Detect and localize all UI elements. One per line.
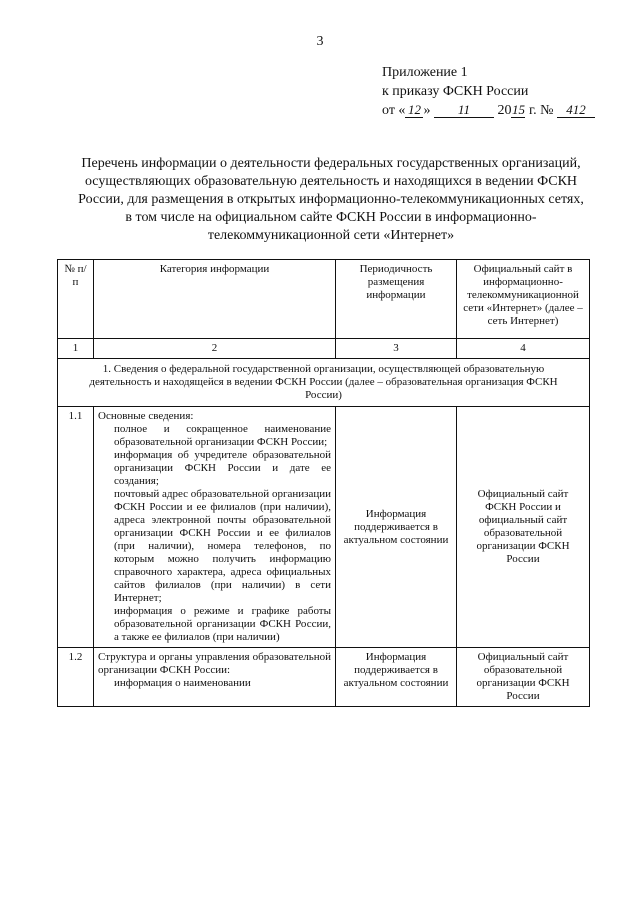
date-year-suffix: 15 [511, 102, 525, 117]
row-number: 1.1 [58, 407, 94, 648]
row-category [94, 407, 336, 648]
date-prefix: от « [382, 103, 406, 118]
header-website: Официальный сайт в информационно-телекоммуникационной сети «Интернет» (далее – сеть Интернет) [457, 260, 590, 339]
annex-title: Приложение 1 [382, 65, 468, 80]
row-item: информация о наименовании [114, 677, 251, 689]
page-number: 3 [316, 34, 324, 49]
column-number: 3 [336, 339, 457, 359]
row-periodicity: Информация поддерживается в актуальном состоянии [336, 407, 457, 648]
order-number: 412 [557, 102, 595, 118]
date-day: 12 [405, 102, 423, 118]
annex-date-line [382, 101, 595, 120]
date-month: 11 [434, 102, 494, 118]
column-number: 4 [457, 339, 590, 359]
table-row [58, 407, 590, 648]
column-number-row [58, 339, 590, 359]
column-number: 2 [94, 339, 336, 359]
information-table [57, 259, 590, 707]
annex-block [382, 63, 595, 120]
annex-order-ref: к приказу ФСКН России [382, 84, 529, 99]
date-mid: » [423, 103, 431, 118]
section-heading: 1. Сведения о федеральной государственной организации, осуществляющей образовательную деятельность и находящейся в ведении ФСКН России (далее – образовательная организация ФСКН России) [58, 359, 590, 407]
table-row [58, 648, 590, 707]
row-item: информация об учредителе образовательной организации ФСКН России и дате ее создания; [114, 449, 331, 487]
row-number: 1.2 [58, 648, 94, 707]
document-title: Перечень информации о деятельности федеральных государственных организаций, осуществляющих образовательную деятельность и находящихся в ведении ФСКН России, для размещения в открытых информационно-телекоммуникационных сетях, в том числе на официальном сайте ФСКН России в информационно-телекоммуникационной сети «Интернет» [78, 156, 584, 243]
row-periodicity: Информация поддерживается в актуальном состоянии [336, 648, 457, 707]
column-number: 1 [58, 339, 94, 359]
row-website: Официальный сайт образовательной организации ФСКН России [457, 648, 590, 707]
section-row [58, 359, 590, 407]
row-item: информация о режиме и графике работы образовательной организации ФСКН России, а также ее филиалов (при наличии) [114, 605, 331, 643]
header-category: Категория информации [94, 260, 336, 339]
row-heading: Основные сведения: [98, 410, 194, 422]
row-category [94, 648, 336, 707]
row-heading: Структура и органы управления образовательной организации ФСКН России: [98, 651, 331, 676]
header-periodicity: Периодичность размещения информации [336, 260, 457, 339]
date-year-prefix: 20 [497, 103, 512, 118]
row-item: почтовый адрес образовательной организации ФСКН России и ее филиалов (при наличии), адреса электронной почты образовательной организации ФСКН России и ее филиалов (при наличии), номера телефонов, по которым можно получить информацию справочного характера, адреса официальных сайтов филиалов (при наличии) в сети Интернет; [114, 488, 331, 604]
header-num: № п/п [58, 260, 94, 339]
row-website: Официальный сайт ФСКН России и официальный сайт образовательной организации ФСКН России [457, 407, 590, 648]
table-header-row [58, 260, 590, 339]
row-item: полное и сокращенное наименование образовательной организации ФСКН России; [114, 423, 331, 448]
date-suffix: г. № [525, 103, 554, 118]
